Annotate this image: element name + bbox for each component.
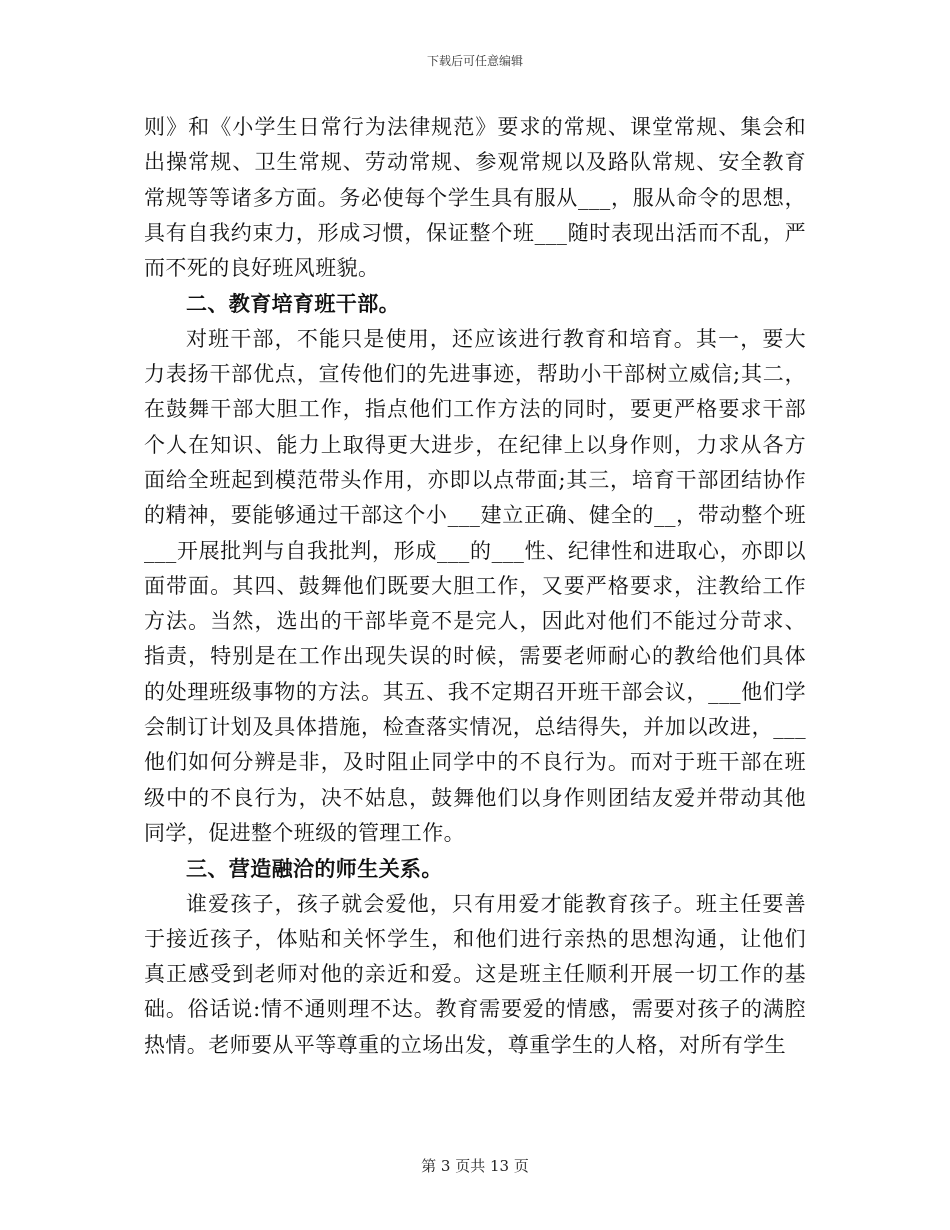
page-footer: 第 3 页共 13 页	[421, 1157, 529, 1175]
page-header: 下载后可任意编辑	[426, 54, 523, 68]
section-heading-2: 二、教育培育班干部。	[186, 291, 400, 317]
paragraph-continued: 则》和《小学生日常行为法律规范》要求的常规、课堂常规、集会和出操常规、卫生常规、劳动常规、参观常规以及路队常规、安全教育常规等等诸多方面。务必使每个学生具有服从___，服从命令的思想，具有自我约束力，形成习惯，保证整个班___随时表现出活而不乱，严而不死的良好班风班貌。	[144, 115, 806, 281]
section-heading-3: 三、营造融洽的师生关系。	[186, 856, 443, 882]
paragraph-teacher-student: 谁爱孩子，孩子就会爱他，只有用爱才能教育孩子。班主任要善于接近孩子，体贴和关怀学生，和他们进行亲热的思想沟通，让他们真正感受到老师对他的亲近和爱。这是班主任顺利开展一切工作的基础。俗话说:情不通则理不达。教育需要爱的情感，需要对孩子的满腔热情。老师要从平等尊重的立场出发，尊重学生的人格，对所有学生	[144, 891, 806, 1057]
document-body	[144, 110, 806, 1063]
paragraph-class-cadres: 对班干部，不能只是使用，还应该进行教育和培育。其一，要大力表扬干部优点，宣传他们的先进事迹，帮助小干部树立威信;其二，在鼓舞干部大胆工作，指点他们工作方法的同时，要更严格要求干部个人在知识、能力上取得更大进步，在纪律上以身作则，力求从各方面给全班起到模范带头作用，亦即以点带面;其三，培育干部团结协作的精神，要能够通过干部这个小___建立正确、健全的__，带动整个班___开展批判与自我批判，形成___的___性、纪律性和进取心，亦即以面带面。其四、鼓舞他们既要大胆工作，又要严格要求，注教给工作方法。当然，选出的干部毕竟不是完人，因此对他们不能过分苛求、指责，特别是在工作出现失误的时候，需要老师耐心的教给他们具体的处理班级事物的方法。其五、我不定期召开班干部会议，___他们学会制订计划及具体措施，检查落实情况，总结得失，并加以改进，___他们如何分辨是非，及时阻止同学中的不良行为。而对于班干部在班级中的不良行为，决不姑息，鼓舞他们以身作则团结友爱并带动其他同学，促进整个班级的管理工作。	[144, 326, 806, 845]
